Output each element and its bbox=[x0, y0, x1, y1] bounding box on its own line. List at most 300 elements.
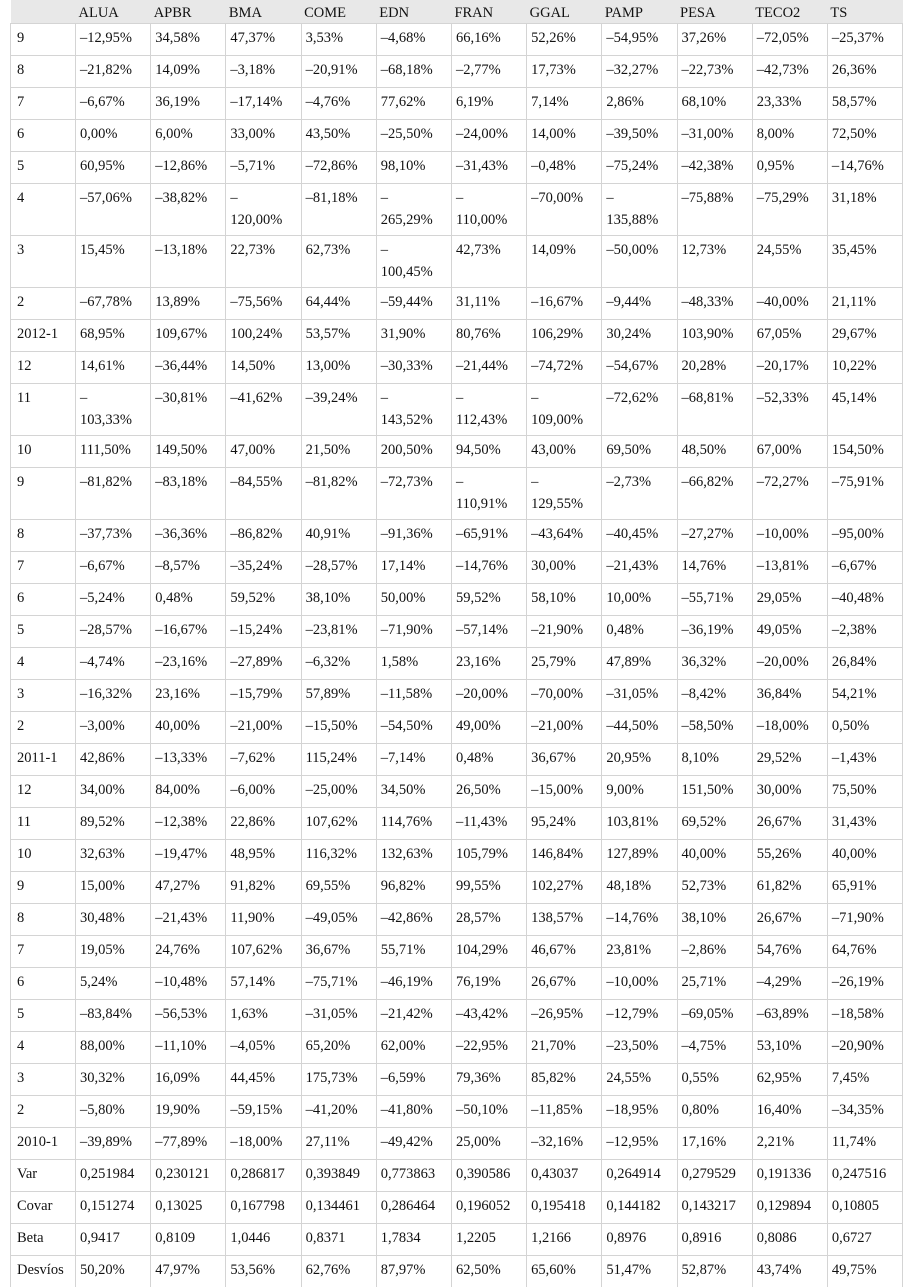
table-cell: 65,60% bbox=[527, 1256, 602, 1287]
row-label: 5 bbox=[11, 616, 76, 648]
table-row bbox=[11, 88, 903, 120]
table-cell: 69,55% bbox=[301, 872, 376, 904]
table-cell: –39,50% bbox=[602, 120, 677, 152]
table-cell: –75,88% bbox=[677, 184, 752, 236]
table-cell: –72,86% bbox=[301, 152, 376, 184]
table-row bbox=[11, 904, 903, 936]
table-cell: –0,48% bbox=[527, 152, 602, 184]
table-cell: –21,00% bbox=[527, 712, 602, 744]
table-cell: 26,67% bbox=[752, 808, 827, 840]
table-cell: 175,73% bbox=[301, 1064, 376, 1096]
table-cell: 0,251984 bbox=[76, 1160, 151, 1192]
table-cell: 30,00% bbox=[527, 552, 602, 584]
row-label: 8 bbox=[11, 56, 76, 88]
table-cell: 1,2166 bbox=[527, 1224, 602, 1256]
table-row bbox=[11, 968, 903, 1000]
table-cell: 0,80% bbox=[677, 1096, 752, 1128]
row-label: 9 bbox=[11, 468, 76, 520]
table-cell: –49,42% bbox=[376, 1128, 451, 1160]
row-label: 3 bbox=[11, 1064, 76, 1096]
table-cell: 27,11% bbox=[301, 1128, 376, 1160]
table-cell: 44,45% bbox=[226, 1064, 301, 1096]
table-cell: –49,05% bbox=[301, 904, 376, 936]
table-cell: –16,67% bbox=[527, 288, 602, 320]
table-cell: –43,42% bbox=[451, 1000, 526, 1032]
header-cell-alua: ALUA bbox=[76, 0, 151, 24]
table-cell: –4,29% bbox=[752, 968, 827, 1000]
table-cell: 62,73% bbox=[301, 236, 376, 288]
header-cell-ts: TS bbox=[827, 0, 902, 24]
table-cell: 19,05% bbox=[76, 936, 151, 968]
table-cell: –36,19% bbox=[677, 616, 752, 648]
table-cell: –44,50% bbox=[602, 712, 677, 744]
table-cell: –15,79% bbox=[226, 680, 301, 712]
table-cell: 49,00% bbox=[451, 712, 526, 744]
table-cell: –74,72% bbox=[527, 352, 602, 384]
table-row bbox=[11, 1192, 903, 1224]
table-cell: –12,95% bbox=[602, 1128, 677, 1160]
table-cell: –20,91% bbox=[301, 56, 376, 88]
table-cell: –1,43% bbox=[827, 744, 902, 776]
table-cell: 58,10% bbox=[527, 584, 602, 616]
table-cell: –24,00% bbox=[451, 120, 526, 152]
table-cell: –5,24% bbox=[76, 584, 151, 616]
table-cell: –56,53% bbox=[151, 1000, 226, 1032]
table-cell: 0,773863 bbox=[376, 1160, 451, 1192]
table-cell: –25,37% bbox=[827, 24, 902, 56]
row-label: 2 bbox=[11, 712, 76, 744]
table-cell: 0,264914 bbox=[602, 1160, 677, 1192]
table-cell: 49,75% bbox=[827, 1256, 902, 1287]
table-cell: 14,76% bbox=[677, 552, 752, 584]
table-cell: 103,90% bbox=[677, 320, 752, 352]
table-cell: –91,36% bbox=[376, 520, 451, 552]
table-cell: –3,00% bbox=[76, 712, 151, 744]
table-row bbox=[11, 436, 903, 468]
table-cell: –34,35% bbox=[827, 1096, 902, 1128]
table-cell: –75,91% bbox=[827, 468, 902, 520]
table-cell: –39,24% bbox=[301, 384, 376, 436]
table-cell: – 112,43% bbox=[451, 384, 526, 436]
table-cell: 52,73% bbox=[677, 872, 752, 904]
table-cell: –23,81% bbox=[301, 616, 376, 648]
table-cell: 95,24% bbox=[527, 808, 602, 840]
row-label: 6 bbox=[11, 968, 76, 1000]
row-label: Var bbox=[11, 1160, 76, 1192]
table-cell: –10,48% bbox=[151, 968, 226, 1000]
table-cell: 29,52% bbox=[752, 744, 827, 776]
table-cell: 17,14% bbox=[376, 552, 451, 584]
table-cell: 54,76% bbox=[752, 936, 827, 968]
table-cell: –13,18% bbox=[151, 236, 226, 288]
table-cell: 0,279529 bbox=[677, 1160, 752, 1192]
table-cell: 0,10805 bbox=[827, 1192, 902, 1224]
table-cell: 48,95% bbox=[226, 840, 301, 872]
table-row bbox=[11, 648, 903, 680]
table-cell: –63,89% bbox=[752, 1000, 827, 1032]
table-cell: 103,81% bbox=[602, 808, 677, 840]
table-row bbox=[11, 744, 903, 776]
table-cell: 28,57% bbox=[451, 904, 526, 936]
table-cell: 0,286817 bbox=[226, 1160, 301, 1192]
table-cell: –71,90% bbox=[376, 616, 451, 648]
table-cell: 102,27% bbox=[527, 872, 602, 904]
table-cell: 58,57% bbox=[827, 88, 902, 120]
table-cell: 42,73% bbox=[451, 236, 526, 288]
table-row bbox=[11, 776, 903, 808]
table-cell: 43,00% bbox=[527, 436, 602, 468]
table-cell: –72,05% bbox=[752, 24, 827, 56]
table-cell: 47,97% bbox=[151, 1256, 226, 1287]
table-cell: –81,82% bbox=[76, 468, 151, 520]
table-cell: 3,53% bbox=[301, 24, 376, 56]
table-row bbox=[11, 56, 903, 88]
table-cell: –7,62% bbox=[226, 744, 301, 776]
table-cell: –19,47% bbox=[151, 840, 226, 872]
table-row bbox=[11, 1000, 903, 1032]
table-cell: 22,86% bbox=[226, 808, 301, 840]
table-cell: 94,50% bbox=[451, 436, 526, 468]
table-cell: 0,196052 bbox=[451, 1192, 526, 1224]
table-cell: 47,27% bbox=[151, 872, 226, 904]
table-cell: –6,67% bbox=[827, 552, 902, 584]
table-cell: 65,91% bbox=[827, 872, 902, 904]
table-cell: 62,00% bbox=[376, 1032, 451, 1064]
table-cell: 30,32% bbox=[76, 1064, 151, 1096]
table-cell: 0,43037 bbox=[527, 1160, 602, 1192]
table-cell: 107,62% bbox=[301, 808, 376, 840]
table-cell: –38,82% bbox=[151, 184, 226, 236]
table-cell: –43,64% bbox=[527, 520, 602, 552]
table-cell: –77,89% bbox=[151, 1128, 226, 1160]
table-cell: 59,52% bbox=[226, 584, 301, 616]
table-cell: –2,73% bbox=[602, 468, 677, 520]
table-cell: 62,95% bbox=[752, 1064, 827, 1096]
table-cell: –68,81% bbox=[677, 384, 752, 436]
table-cell: –68,18% bbox=[376, 56, 451, 88]
table-cell: 0,50% bbox=[827, 712, 902, 744]
table-row bbox=[11, 236, 903, 288]
table-cell: 14,00% bbox=[527, 120, 602, 152]
table-cell: 80,76% bbox=[451, 320, 526, 352]
row-label: 2010-1 bbox=[11, 1128, 76, 1160]
table-cell: 75,50% bbox=[827, 776, 902, 808]
table-cell: 34,58% bbox=[151, 24, 226, 56]
row-label: 5 bbox=[11, 1000, 76, 1032]
table-cell: 16,40% bbox=[752, 1096, 827, 1128]
table-cell: –75,71% bbox=[301, 968, 376, 1000]
table-cell: –40,00% bbox=[752, 288, 827, 320]
table-cell: –72,27% bbox=[752, 468, 827, 520]
table-cell: 64,76% bbox=[827, 936, 902, 968]
table-cell: –27,89% bbox=[226, 648, 301, 680]
table-cell: 105,79% bbox=[451, 840, 526, 872]
table-cell: –14,76% bbox=[827, 152, 902, 184]
table-cell: –20,90% bbox=[827, 1032, 902, 1064]
table-cell: 13,00% bbox=[301, 352, 376, 384]
table-cell: 22,73% bbox=[226, 236, 301, 288]
table-cell: 48,18% bbox=[602, 872, 677, 904]
table-cell: 1,63% bbox=[226, 1000, 301, 1032]
table-cell: 49,05% bbox=[752, 616, 827, 648]
table-cell: 7,14% bbox=[527, 88, 602, 120]
table-cell: –70,00% bbox=[527, 184, 602, 236]
table-cell: 33,00% bbox=[226, 120, 301, 152]
table-cell: 107,62% bbox=[226, 936, 301, 968]
table-cell: –40,45% bbox=[602, 520, 677, 552]
table-cell: –59,15% bbox=[226, 1096, 301, 1128]
row-label: 8 bbox=[11, 904, 76, 936]
table-cell: 14,50% bbox=[226, 352, 301, 384]
table-cell: –54,50% bbox=[376, 712, 451, 744]
table-row bbox=[11, 1128, 903, 1160]
table-cell: 1,0446 bbox=[226, 1224, 301, 1256]
table-cell: 24,76% bbox=[151, 936, 226, 968]
table-cell: 45,14% bbox=[827, 384, 902, 436]
table-cell: 151,50% bbox=[677, 776, 752, 808]
table-cell: –12,86% bbox=[151, 152, 226, 184]
table-cell: 13,89% bbox=[151, 288, 226, 320]
table-row bbox=[11, 384, 903, 436]
table-cell: 62,50% bbox=[451, 1256, 526, 1287]
table-cell: 0,151274 bbox=[76, 1192, 151, 1224]
table-cell: 154,50% bbox=[827, 436, 902, 468]
table-cell: 127,89% bbox=[602, 840, 677, 872]
row-label: Covar bbox=[11, 1192, 76, 1224]
table-cell: 31,11% bbox=[451, 288, 526, 320]
table-cell: 0,143217 bbox=[677, 1192, 752, 1224]
table-cell: –84,55% bbox=[226, 468, 301, 520]
table-cell: –42,73% bbox=[752, 56, 827, 88]
table-cell: –30,81% bbox=[151, 384, 226, 436]
table-cell: 20,28% bbox=[677, 352, 752, 384]
row-label: 12 bbox=[11, 352, 76, 384]
table-cell: 47,00% bbox=[226, 436, 301, 468]
table-cell: –65,91% bbox=[451, 520, 526, 552]
table-cell: 29,67% bbox=[827, 320, 902, 352]
table-cell: –12,38% bbox=[151, 808, 226, 840]
table-cell: 43,50% bbox=[301, 120, 376, 152]
table-cell: –54,67% bbox=[602, 352, 677, 384]
table-cell: 36,67% bbox=[527, 744, 602, 776]
table-cell: 50,00% bbox=[376, 584, 451, 616]
table-cell: 26,36% bbox=[827, 56, 902, 88]
table-cell: –11,58% bbox=[376, 680, 451, 712]
table-cell: 14,09% bbox=[527, 236, 602, 288]
table-cell: –21,43% bbox=[602, 552, 677, 584]
table-cell: –11,43% bbox=[451, 808, 526, 840]
table-cell: 1,7834 bbox=[376, 1224, 451, 1256]
table-cell: 0,230121 bbox=[151, 1160, 226, 1192]
table-cell: 21,50% bbox=[301, 436, 376, 468]
table-cell: –95,00% bbox=[827, 520, 902, 552]
table-cell: 100,24% bbox=[226, 320, 301, 352]
table-cell: –81,82% bbox=[301, 468, 376, 520]
table-cell: –39,89% bbox=[76, 1128, 151, 1160]
table-row bbox=[11, 24, 903, 56]
table-cell: 34,50% bbox=[376, 776, 451, 808]
table-cell: –31,00% bbox=[677, 120, 752, 152]
table-cell: 2,21% bbox=[752, 1128, 827, 1160]
table-cell: 6,19% bbox=[451, 88, 526, 120]
table-cell: 25,79% bbox=[527, 648, 602, 680]
returns-table-container bbox=[10, 0, 902, 1287]
table-cell: –70,00% bbox=[527, 680, 602, 712]
table-row bbox=[11, 468, 903, 520]
table-cell: 0,144182 bbox=[602, 1192, 677, 1224]
table-cell: –31,05% bbox=[301, 1000, 376, 1032]
table-cell: –12,79% bbox=[602, 1000, 677, 1032]
table-cell: –8,42% bbox=[677, 680, 752, 712]
table-cell: –4,74% bbox=[76, 648, 151, 680]
table-cell: 17,73% bbox=[527, 56, 602, 88]
table-cell: –20,00% bbox=[752, 648, 827, 680]
table-cell: –32,16% bbox=[527, 1128, 602, 1160]
table-cell: 114,76% bbox=[376, 808, 451, 840]
table-cell: –6,32% bbox=[301, 648, 376, 680]
table-cell: –26,19% bbox=[827, 968, 902, 1000]
table-cell: –18,95% bbox=[602, 1096, 677, 1128]
row-label: 11 bbox=[11, 384, 76, 436]
table-cell: 10,22% bbox=[827, 352, 902, 384]
table-cell: 8,00% bbox=[752, 120, 827, 152]
table-cell: 132,63% bbox=[376, 840, 451, 872]
header-cell-apbr: APBR bbox=[151, 0, 226, 24]
table-cell: 62,76% bbox=[301, 1256, 376, 1287]
table-cell: –71,90% bbox=[827, 904, 902, 936]
table-cell: 0,48% bbox=[602, 616, 677, 648]
table-cell: 54,21% bbox=[827, 680, 902, 712]
row-label: 3 bbox=[11, 236, 76, 288]
table-cell: –57,06% bbox=[76, 184, 151, 236]
row-label: Beta bbox=[11, 1224, 76, 1256]
table-cell: –83,84% bbox=[76, 1000, 151, 1032]
table-cell: –4,68% bbox=[376, 24, 451, 56]
table-row bbox=[11, 808, 903, 840]
table-cell: 16,09% bbox=[151, 1064, 226, 1096]
table-cell: 67,05% bbox=[752, 320, 827, 352]
table-cell: –46,19% bbox=[376, 968, 451, 1000]
table-cell: 21,11% bbox=[827, 288, 902, 320]
table-cell: 146,84% bbox=[527, 840, 602, 872]
table-cell: –69,05% bbox=[677, 1000, 752, 1032]
table-cell: 53,57% bbox=[301, 320, 376, 352]
table-cell: 12,73% bbox=[677, 236, 752, 288]
table-cell: 116,32% bbox=[301, 840, 376, 872]
row-label: 7 bbox=[11, 936, 76, 968]
table-cell: 29,05% bbox=[752, 584, 827, 616]
table-cell: –6,59% bbox=[376, 1064, 451, 1096]
table-cell: 14,61% bbox=[76, 352, 151, 384]
table-cell: 69,50% bbox=[602, 436, 677, 468]
table-cell: 0,8109 bbox=[151, 1224, 226, 1256]
table-cell: –28,57% bbox=[301, 552, 376, 584]
table-cell: –9,44% bbox=[602, 288, 677, 320]
table-row bbox=[11, 552, 903, 584]
table-cell: 36,32% bbox=[677, 648, 752, 680]
row-label: 12 bbox=[11, 776, 76, 808]
table-cell: –14,76% bbox=[451, 552, 526, 584]
table-row bbox=[11, 352, 903, 384]
table-cell: –18,00% bbox=[226, 1128, 301, 1160]
table-cell: 31,43% bbox=[827, 808, 902, 840]
table-cell: –3,18% bbox=[226, 56, 301, 88]
table-cell: 104,29% bbox=[451, 936, 526, 968]
table-cell: –5,80% bbox=[76, 1096, 151, 1128]
table-cell: 0,191336 bbox=[752, 1160, 827, 1192]
table-cell: –2,77% bbox=[451, 56, 526, 88]
row-label: 4 bbox=[11, 648, 76, 680]
table-cell: –36,36% bbox=[151, 520, 226, 552]
table-cell: – 110,00% bbox=[451, 184, 526, 236]
table-cell: 38,10% bbox=[301, 584, 376, 616]
table-cell: –27,27% bbox=[677, 520, 752, 552]
table-cell: –4,05% bbox=[226, 1032, 301, 1064]
table-cell: 79,36% bbox=[451, 1064, 526, 1096]
table-cell: –12,95% bbox=[76, 24, 151, 56]
table-cell: –10,00% bbox=[602, 968, 677, 1000]
table-cell: –54,95% bbox=[602, 24, 677, 56]
table-cell: 23,16% bbox=[451, 648, 526, 680]
table-cell: 34,00% bbox=[76, 776, 151, 808]
table-cell: 111,50% bbox=[76, 436, 151, 468]
table-cell: 57,14% bbox=[226, 968, 301, 1000]
table-cell: –21,82% bbox=[76, 56, 151, 88]
table-cell: 31,18% bbox=[827, 184, 902, 236]
table-cell: –13,33% bbox=[151, 744, 226, 776]
table-cell: –22,95% bbox=[451, 1032, 526, 1064]
table-cell: –58,50% bbox=[677, 712, 752, 744]
table-cell: 98,10% bbox=[376, 152, 451, 184]
table-cell: 0,8371 bbox=[301, 1224, 376, 1256]
table-cell: 53,10% bbox=[752, 1032, 827, 1064]
table-cell: –35,24% bbox=[226, 552, 301, 584]
table-cell: 23,33% bbox=[752, 88, 827, 120]
table-row bbox=[11, 936, 903, 968]
table-cell: 6,00% bbox=[151, 120, 226, 152]
table-cell: –23,16% bbox=[151, 648, 226, 680]
table-cell: 23,81% bbox=[602, 936, 677, 968]
table-cell: –57,14% bbox=[451, 616, 526, 648]
table-cell: 5,24% bbox=[76, 968, 151, 1000]
table-cell: –6,67% bbox=[76, 552, 151, 584]
table-cell: –16,32% bbox=[76, 680, 151, 712]
table-cell: 36,67% bbox=[301, 936, 376, 968]
table-cell: –42,38% bbox=[677, 152, 752, 184]
table-cell: –30,33% bbox=[376, 352, 451, 384]
table-cell: 65,20% bbox=[301, 1032, 376, 1064]
table-cell: 0,48% bbox=[151, 584, 226, 616]
table-row bbox=[11, 680, 903, 712]
table-cell: 43,74% bbox=[752, 1256, 827, 1287]
table-cell: –5,71% bbox=[226, 152, 301, 184]
table-cell: 68,10% bbox=[677, 88, 752, 120]
table-cell: 69,52% bbox=[677, 808, 752, 840]
row-label: 3 bbox=[11, 680, 76, 712]
table-cell: 40,91% bbox=[301, 520, 376, 552]
table-cell: – 110,91% bbox=[451, 468, 526, 520]
table-row bbox=[11, 1064, 903, 1096]
header-cell-bma: BMA bbox=[226, 0, 301, 24]
table-cell: 24,55% bbox=[602, 1064, 677, 1096]
table-cell: 40,00% bbox=[677, 840, 752, 872]
table-row bbox=[11, 120, 903, 152]
table-cell: 30,48% bbox=[76, 904, 151, 936]
header-cell-fran: FRAN bbox=[451, 0, 526, 24]
table-cell: –23,50% bbox=[602, 1032, 677, 1064]
table-cell: –26,95% bbox=[527, 1000, 602, 1032]
row-label: 2 bbox=[11, 288, 76, 320]
